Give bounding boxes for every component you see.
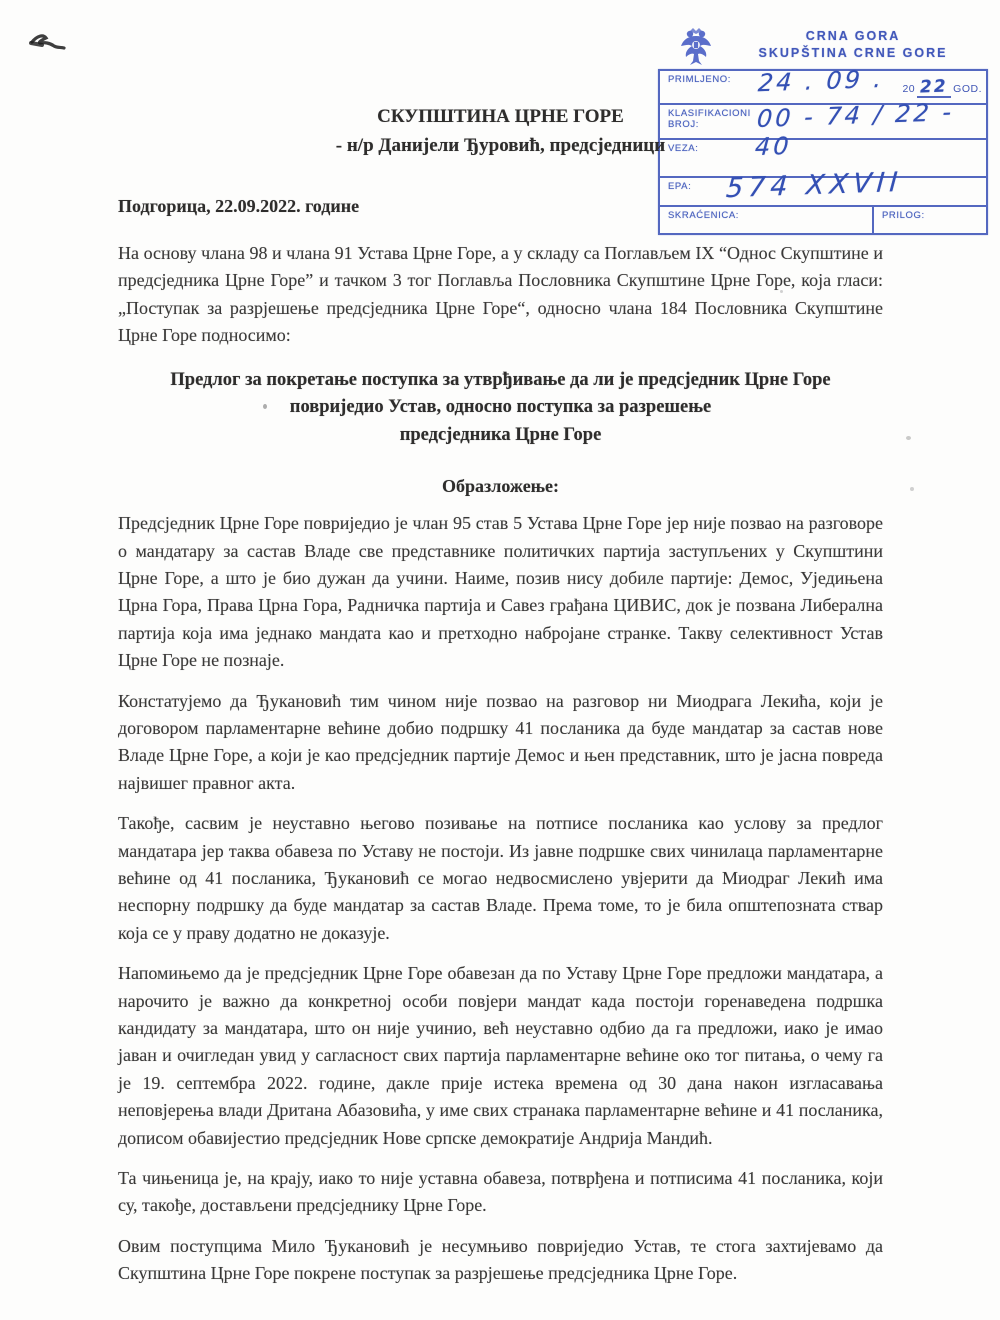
addressee-line2: - н/р Данијели Ђуровић, предсједници [335, 135, 666, 156]
stamp-cell-prilog [872, 207, 986, 233]
epa-handwritten-number: 574 XXVII [724, 166, 904, 205]
scan-speck [906, 436, 911, 440]
year-prefix: 20 [902, 83, 916, 95]
place-and-date: Подгорица, 22.09.2022. године [118, 196, 360, 216]
proposal-title [118, 367, 883, 450]
year-suffix: GOD. [953, 83, 982, 95]
primljeno-handwritten-date: 24 . 09 . [757, 64, 886, 98]
primljeno-year [902, 76, 982, 98]
body-paragraph-2: Констатујемо да Ђукановић тим чином није позвао на разговор ни Миодрага Лекића, који је договором парламентарне већине добио подршку 41 посланика да буде мандатар за састав нове Владе Црне Горе, а који је као предсједник партије Демос и њен представник, што је јасна повреда највишег правног акта. [118, 690, 883, 793]
body-paragraph-4: Напомињемо да је предсједник Црне Горе обавезан да по Уставу Црне Горе предложи мандатара, а нарочито је важно да конкретној особи повјери мандат када постоји горенаведена подршка кандидату за мандатара, што он није учинио, већ неуставно одбио да га предложи, иако је имао јаван и очигледан увид у сагласност свих партија парламентарне већине око тог питања, о чему га је 19. септембра 2022. године, дакле прије истека времена од 30 дана након изгласавања неповјерења влади Дритана Абазовића, у име свих странака парламентарне већине и 41 посланика, дописом обавијестио предсједник Нове српске демократије Андрија Мандић. [118, 963, 883, 1148]
body-paragraph-6: Овим поступцима Мило Ђукановић је несумњиво повриједио Устав, те стога захтијевамо да Скупштина Црне Горе покрене поступак за разрјешење предсједника Црне Горе. [118, 1235, 883, 1284]
document-addressee [118, 102, 883, 160]
stamp-org-country: CRNA GORA [805, 29, 901, 43]
rationale-heading: Образложење: [441, 476, 560, 497]
klasifikacioni-label: KLASIFIKACIONI BROJ: [668, 108, 751, 130]
veza-label: VEZA: [668, 143, 699, 154]
document-content [118, 0, 886, 1288]
stamp-org-parliament: SKUPŠTINA CRNE GORE [758, 46, 948, 60]
proposal-title-line1: Предлог за покретање поступка за утврђивање да ли је предсједник Црне Горе [170, 369, 831, 390]
body-paragraph-1: Предсједник Црне Горе повриједио је члан 95 став 5 Устава Црне Горе јер није позвао на разговоре о мандатару за састав Владе све представнике политичких партија заступљених у Скупштини Црне Горе, а што је био дужан да учини. Наиме, позив нису добиле партије: Демос, Уједињена Црна Гора, Права Црна Гора, Радничка партија и Савез грађана ЦИВИС, док је позвана Либерална партија која има једнако мандата као и претходно набројане странке. Такву селективност Устав Црне Горе не познаје. [118, 513, 883, 671]
pen-mark [28, 30, 74, 56]
klasifikacioni-handwritten-number: 00 - 74 / 22 - 40 [754, 98, 956, 162]
epa-label: EPA: [668, 181, 692, 192]
body-paragraph-3: Такође, сасвим је неуставно његово позивање на потписе посланика као услову за предлог мандатара јер таква обавеза по Уставу не постоји. Из јавне подршке свих чинилаца парламентарне већине од 41 посланика, Ђукановић се могао недвосмислено увјерити да Миодраг Лекић има неспорну подршку да буде мандатар за састав Владе. Према томе, то је била општепозната ствар која се у праву додатно не доказује. [118, 813, 883, 943]
year-handwritten: 22 [919, 76, 949, 98]
proposal-title-line3: предсједника Црне Горе [399, 424, 602, 445]
prilog-label: PRILOG: [882, 210, 925, 221]
intro-paragraph: На основу члана 98 и члана 91 Устава Црне Горе, а у складу са Поглављем IX “Однос Скупштине и предсједника Црне Горе” и тачком 3 тог Поглавља Пословника Скупштине Црне Горе, која гласи: „Поступак за разрјешење предсједника Црне Горе“, односно члана 184 Пословника Скупштине Црне Горе подносимо: [118, 243, 883, 346]
primljeno-label: PRIMLJENO: [668, 74, 732, 85]
proposal-title-line2: повриједио Устав, односно поступка за разрешење [289, 397, 712, 418]
scan-speck [910, 487, 914, 491]
skracenica-label: SKRAĆENICA: [668, 210, 740, 221]
addressee-line1: СКУПШТИНА ЦРНЕ ГОРЕ [377, 106, 624, 127]
body-paragraph-5: Та чињеница је, на крају, иако то није уставна обавеза, потврђена и потписима 41 посланика, који су, такође, достављени предсједнику Црне Горе. [118, 1168, 883, 1216]
